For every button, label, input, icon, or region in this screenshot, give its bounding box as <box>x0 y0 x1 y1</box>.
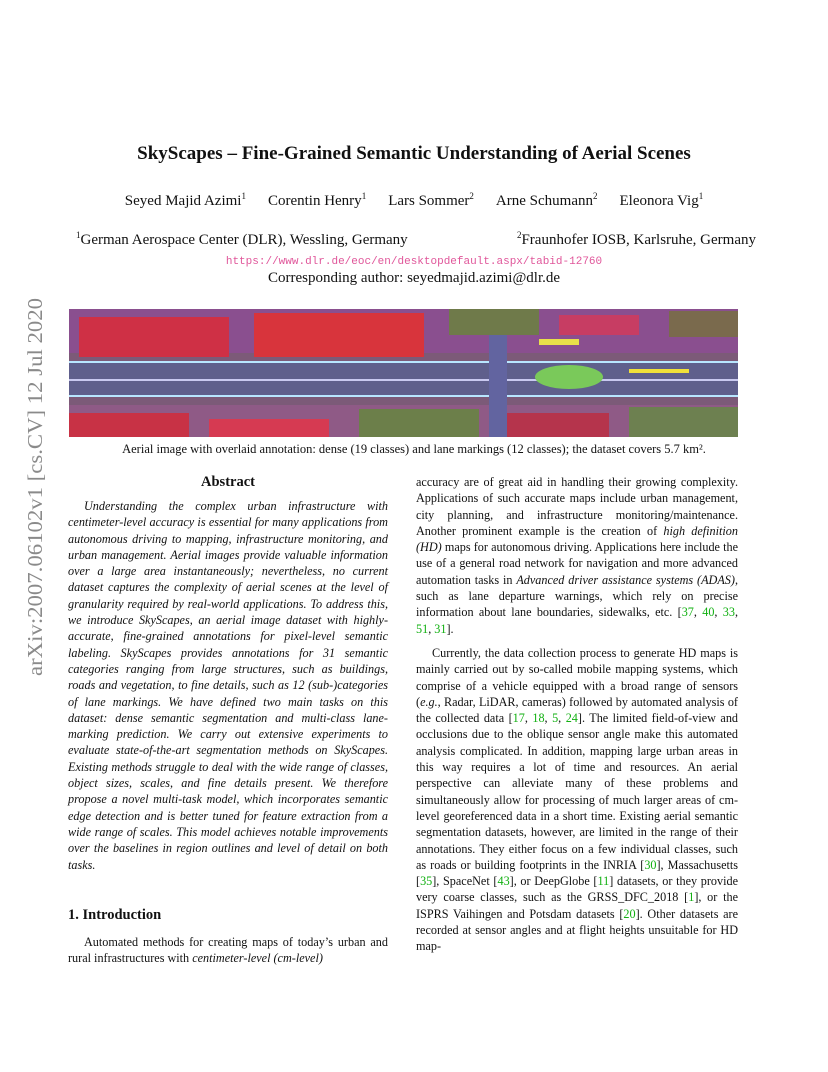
citation-link[interactable]: 1 <box>688 890 695 905</box>
citation-link[interactable]: 24 <box>565 711 578 726</box>
paragraph: Currently, the data collection process to generate HD maps is mainly carried out by so-called mobile mapping systems, which comprise of a vehicle equipped with a broad range of sensors (e.g., Radar, LiDAR, cameras) followed by automated analysis of the collected data [17, 18, 5, 24]. The limited field-of-view and occlusions due to the oblique sensor angle make this automated analysis complicated. In addition, mapping large urban areas in this way requires a lot of time and resources. An aerial perspective can alleviate many of these problems and simultaneously allow for processing of much larger areas of cm-level georeferenced data in a short time. Existing aerial semantic segmentation datasets, however, are limited in the range of their annotations. They either focus on a few individual classes, such as roads or building footprints in the INRIA [30], Massachusetts [35], SpaceNet [43], or DeepGlobe [11] datasets, or they provide very coarse classes, such as the GRSS_DFC_2018 [1], or the ISPRS Vaihingen and Potsdam datasets [20]. Other datasets are recorded at sensor angles and at flight heights unsuitable for HD map- <box>416 645 739 954</box>
citation-link[interactable]: 11 <box>597 874 610 889</box>
citation-link[interactable]: 20 <box>623 906 636 921</box>
citation-link[interactable]: 17 <box>512 711 525 726</box>
project-url-link[interactable]: https://www.dlr.de/eoc/en/desktopdefault.aspx/tabid-12760 <box>225 256 603 268</box>
citation-link[interactable]: 35 <box>420 874 433 889</box>
right-column-text <box>416 474 738 963</box>
citation-link[interactable]: 43 <box>497 874 510 889</box>
arxiv-stamp-text: arXiv:2007.06102v1 [cs.CV] 12 Jul 2020 <box>23 327 47 676</box>
introduction-paragraph: Automated methods for creating maps of today’s urban and rural infrastructures with centimeter-level (cm-level) <box>68 935 388 966</box>
author: Arne Schumann$^2$ <box>495 191 598 209</box>
paper-title: SkyScapes – Fine-Grained Semantic Understanding of Aerial Scenes <box>137 143 691 164</box>
affiliations <box>76 232 756 249</box>
author: Eleonora Vig$^1$ <box>619 191 704 209</box>
citation-link[interactable]: 18 <box>532 711 545 726</box>
abstract-text: Understanding the complex urban infrastructure with centimeter-level accuracy is essential for many applications from autonomous driving to mapping, infrastructure monitoring, and urban management. Aerial images provide valuable information over a large area instantaneously; nevertheless, no current dataset captures the complexity of aerial scenes at the level of granularity required by real-world applications. To address this, we introduce SkyScapes, an aerial image dataset with highly-accurate, fine-grained annotations for pixel-level semantic labeling. SkyScapes provides annotations for 31 semantic categories ranging from large structures, such as buildings, roads and vegetation, to fine details, such as 12 (sub-)categories of lane markings. We have defined two main tasks on this dataset: dense semantic segmentation and multi-class lane-marking prediction. We carry out extensive experiments to evaluate state-of-the-art segmentation methods on SkyScapes. Existing methods struggle to deal with the wide range of classes, object sizes, scales, and fine details present. We therefore propose a novel multi-task model, which incorporates semantic edge detection and is better tuned for feature extraction from a wide range of scales. This model achieves notable improvements over the baselines in region outlines and level of detail on both tasks. <box>68 499 388 872</box>
arxiv-stamp <box>19 296 49 676</box>
affiliation: $^1$German Aerospace Center (DLR), Wessling, Germany <box>76 230 408 248</box>
author: Corentin Henry$^1$ <box>267 191 367 209</box>
author: Seyed Majid Azimi$^1$ <box>124 191 246 209</box>
introduction-heading: 1. Introduction <box>68 907 162 923</box>
aerial-annotation-figure <box>69 309 738 437</box>
citation-link[interactable]: 30 <box>644 857 657 872</box>
abstract-heading: Abstract <box>201 474 255 490</box>
author: Lars Sommer$^2$ <box>388 191 474 209</box>
citation-link[interactable]: 33 <box>722 605 735 620</box>
paragraph: accuracy are of great aid in handling their growing complexity. Applications of such accurate maps include urban management, city planning, and infrastructure monitoring/maintenance. Another prominent example is the creation of high definition (HD) maps for autonomous driving. Applications here include the use of a general road network for navigation and more advanced automation tasks in Advanced driver assistance systems (ADAS), such as lane departure warnings, which rely on precise information about lane boundaries, sidewalks, etc. [37, 40, 33, 51, 31]. <box>416 475 739 636</box>
affiliation: $^2$Fraunhofer IOSB, Karlsruhe, Germany <box>516 230 756 248</box>
citation-link[interactable]: 31 <box>434 621 447 636</box>
citation-link[interactable]: 5 <box>552 711 559 726</box>
citation-link[interactable]: 51 <box>416 621 429 636</box>
citation-link[interactable]: 40 <box>702 605 715 620</box>
corresponding-author: Corresponding author: seyedmajid.azimi@dlr.de <box>267 270 561 286</box>
citation-link[interactable]: 37 <box>681 605 694 620</box>
figure-caption: Aerial image with overlaid annotation: dense (19 classes) and lane markings (12 classes); the dataset covers 5.7 km². <box>122 442 706 456</box>
author-list <box>0 193 828 210</box>
